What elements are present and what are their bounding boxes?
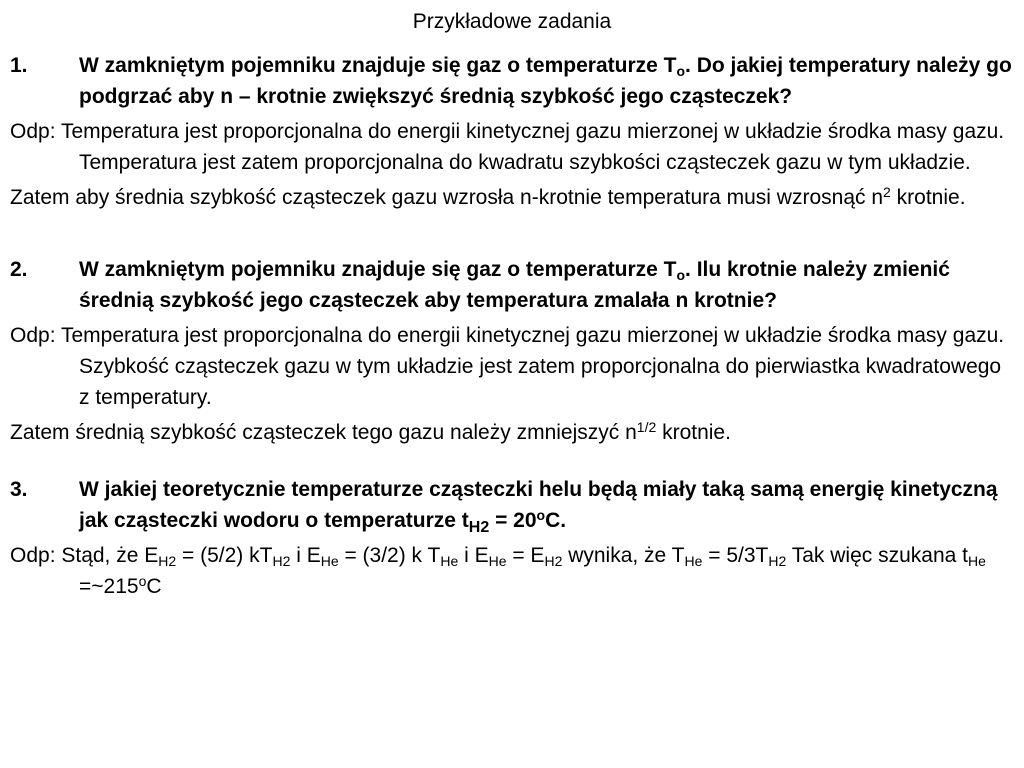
conclusion-2: Zatem średnią szybkość cząsteczek tego gazu należy zmniejszyć $n^{1/2}$ krotnie. [10, 419, 731, 444]
question-1-text: W zamkniętym pojemniku znajduje się gaz o temperaturze $T_o$. Do jakiej temperatury należy go podgrzać aby n – krotnie zwiększyć średnią szybkość jego cząsteczek? [79, 54, 1012, 108]
answer-1: Odp: Temperatura jest proporcjonalna do energii kinetycznej gazu mierzonej w układzie środka masy gazu. Temperatura jest zatem proporcjonalna do kwadratu szybkości cząsteczek gazu w tym układzie. [10, 120, 1005, 174]
question-3-text: W jakiej teoretycznie temperaturze cząsteczki helu będą miały taką samą energię kinetyczną jak cząsteczki wodoru o temperaturze $t_{H2} = 20^oC$. [79, 478, 998, 536]
answer-3: Odp: Stąd, że $E_{H2} = (5/2)$ $kT_{H2}$ i $E_{He} = (3/2)$ k $T_{He}$ i $E_{He} = E_{H2}$ wynika, że $T_{He} = 5/3T_{H2}$ Tak więc szukana $t_{He}$ $=\sim 215^oC$ [10, 544, 986, 598]
question-1 [10, 50, 1016, 112]
question-2 [10, 254, 1016, 316]
slide-content [10, 50, 1016, 602]
answer-2: Odp: Temperatura jest proporcjonalna do energii kinetycznej gazu mierzonej w układzie środka masy gazu. Szybkość cząsteczek gazu w tym układzie jest zatem proporcjonalna do pierwiastka kwadratowego z temperatury. [10, 324, 1005, 409]
question-2-text: W zamkniętym pojemniku znajduje się gaz o temperaturze $T_o$. Ilu krotnie należy zmienić średnią szybkość jego cząsteczek aby temperatura zmalała n krotnie? [79, 258, 950, 312]
question-3 [10, 474, 1016, 536]
conclusion-1: Zatem aby średnia szybkość cząsteczek gazu wzrosła n-krotnie temperatura musi wzrosnąć $n^2$ krotnie. [10, 184, 966, 209]
slide-title: Przykładowe zadania [412, 10, 612, 33]
question-1-number: 1. [10, 54, 28, 77]
question-2-number: 2. [10, 258, 28, 281]
question-3-number: 3. [10, 478, 28, 501]
